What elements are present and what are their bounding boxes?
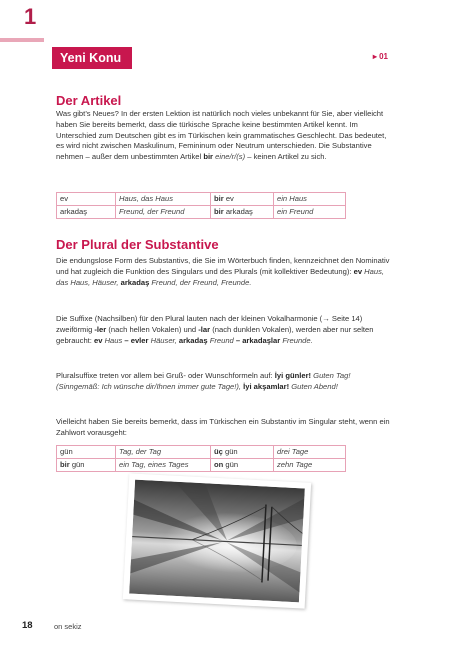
table-cell: drei Tage: [274, 446, 346, 459]
table-cell: gün: [57, 446, 116, 459]
artikel-table: [56, 192, 346, 219]
table-cell: ev: [57, 193, 116, 206]
table-row: [57, 446, 346, 459]
table-cell: on gün: [211, 459, 274, 472]
table-cell: Freund, der Freund: [116, 206, 211, 219]
table-row: [57, 459, 346, 472]
plural-paragraph-4: Vielleicht haben Sie bereits bemerkt, dass im Türkischen ein Substantiv im Singular steht, wenn ein Zahlwort vorausgeht:: [56, 417, 390, 437]
table-cell: üç gün: [211, 446, 274, 459]
bridge-photo: [123, 473, 311, 608]
table-row: [57, 193, 346, 206]
table-cell: zehn Tage: [274, 459, 346, 472]
plural-heading: Der Plural der Substantive: [56, 237, 219, 252]
table-cell: bir ev: [211, 193, 274, 206]
bridge-photo-image: [129, 480, 305, 603]
page-number-word: on sekiz: [54, 622, 82, 631]
plural-table: [56, 445, 346, 472]
chapter-bar: [0, 38, 44, 42]
table-cell: Tag, der Tag: [116, 446, 211, 459]
artikel-heading: Der Artikel: [56, 93, 122, 108]
table-row: [57, 206, 346, 219]
table-cell: arkadaş: [57, 206, 116, 219]
plural-paragraph-2: Die Suffixe (Nachsilben) für den Plural lauten nach der kleinen Vokalharmonie (→ Seite 14) zweiförmig -ler (nach hellen Vokalen) und -lar (nach dunklen Vokalen), werden aber nur selten gebraucht: ev Haus – evler Häuser, arkadaş Freund – arkadaşlar Freunde.: [56, 314, 374, 345]
plural-paragraph-1: Die endungslose Form des Substantivs, die Sie im Wörterbuch finden, kennzeichnet den Nominativ und hat zugleich die Funktion des Singulars und des Plurals (mit kollektiver Bedeutung): ev Haus, das Haus, Häuser, arkadaş Freund, der Freund, Freunde.: [56, 256, 390, 287]
audio-track-label[interactable]: ▸ 01: [372, 52, 388, 61]
table-cell: Haus, das Haus: [116, 193, 211, 206]
page-number: 18: [22, 620, 33, 631]
table-cell: ein Haus: [274, 193, 346, 206]
chapter-number: 1: [24, 4, 37, 29]
artikel-paragraph: Was gibt’s Neues? In der ersten Lektion ist natürlich noch vieles unbekannt für Sie, aber vielleicht haben Sie bereits bemerkt, dass die türkische Sprache keine bestimmten Artikel kennt. Im Unterschied zum Deutschen gibt es im Türkischen kein grammatisches Geschlecht. Das bedeutet, es wird nicht zwischen Maskulinum, Femininum oder Neutrum unterschieden. Die Substantive nehmen – außer dem unbestimmten Artikel bir eine/r/(s) – keinen Artikel zu sich.: [56, 109, 387, 162]
section-label: Yeni Konu: [52, 47, 132, 69]
table-cell: ein Tag, eines Tages: [116, 459, 211, 472]
table-cell: bir gün: [57, 459, 116, 472]
table-cell: ein Freund: [274, 206, 346, 219]
table-cell: bir arkadaş: [211, 206, 274, 219]
plural-paragraph-3: Pluralsuffixe treten vor allem bei Gruß- oder Wunschformeln auf: İyi günler! Guten Tag! (Sinngemäß: Ich wünsche dir/Ihnen immer gute Tage!), İyi akşamlar! Guten Abend!: [56, 371, 351, 391]
